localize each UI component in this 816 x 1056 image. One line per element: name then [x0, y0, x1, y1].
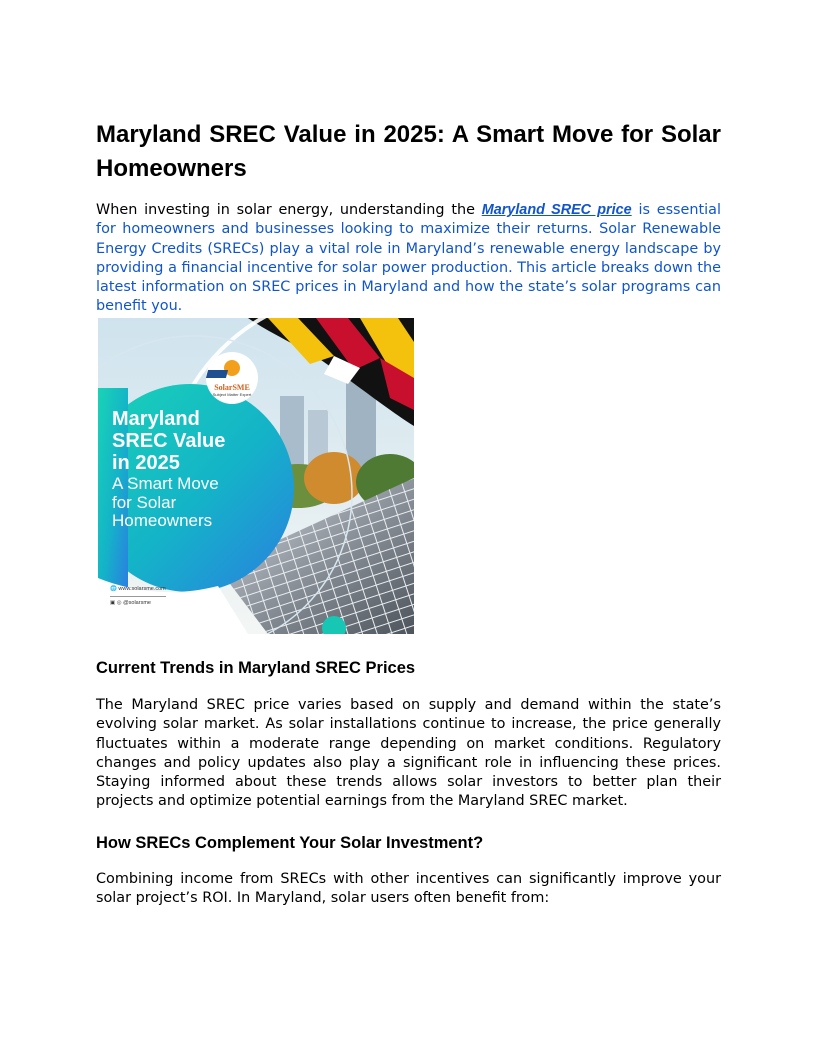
website-text: www.solarsme.com [118, 586, 166, 592]
website-row [110, 586, 166, 592]
hero-subheading [112, 475, 219, 531]
tree-shape [304, 452, 364, 504]
hero-heading-line2: SREC Value [112, 430, 226, 452]
brand-tagline: Subject Matter Expert [212, 392, 252, 397]
intro-rest: is essential for homeowners and businesses looking to maximize their returns. Solar Renewable Energy Credits (SRECs) play a vital role in Maryland’s renewable energy landscape by providing a financial incentive for solar power production. This article breaks down the latest information on SREC prices in Maryland and how the state’s solar programs can benefit you. [96, 202, 721, 315]
social-row [110, 600, 151, 606]
social-icons: ▣ ◎ [110, 600, 122, 606]
social-handle: @solarsme [123, 600, 151, 606]
hero-sub-line1: A Smart Move [112, 474, 219, 493]
article-title: Maryland SREC Value in 2025: A Smart Move for Solar Homeowners [96, 121, 721, 182]
brand-name: SolarSME [214, 383, 250, 392]
hero-heading-line3: in 2025 [112, 452, 180, 474]
intro-paragraph [96, 201, 721, 317]
maryland-srec-price-link[interactable]: Maryland SREC price [481, 202, 632, 218]
hero-heading-line1: Maryland [112, 408, 200, 430]
hero-sub-line3: Homeowners [112, 511, 213, 530]
section-heading-investment: How SRECs Complement Your Solar Investment? [96, 834, 484, 852]
section-heading-trends: Current Trends in Maryland SREC Prices [96, 659, 416, 677]
globe-icon: 🌐 [110, 586, 117, 592]
hero-sub-line2: for Solar [112, 492, 177, 512]
section-body-investment: Combining income from SRECs with other incentives can significantly improve your solar project’s ROI. In Maryland, solar users often benefit from: [96, 871, 721, 907]
section-body-trends: The Maryland SREC price varies based on supply and demand within the state’s evolving solar market. As solar installations continue to increase, the price generally fluctuates within a moderate range depending on market conditions. Regulatory changes and policy updates also play a significant role in influencing these prices. Staying informed about these trends allows solar investors to better plan their projects and optimize potential earnings from the Maryland SREC market. [96, 697, 721, 810]
hero-heading [112, 408, 225, 474]
hero-image [98, 318, 414, 634]
intro-lead: When investing in solar energy, understanding the [96, 202, 482, 218]
